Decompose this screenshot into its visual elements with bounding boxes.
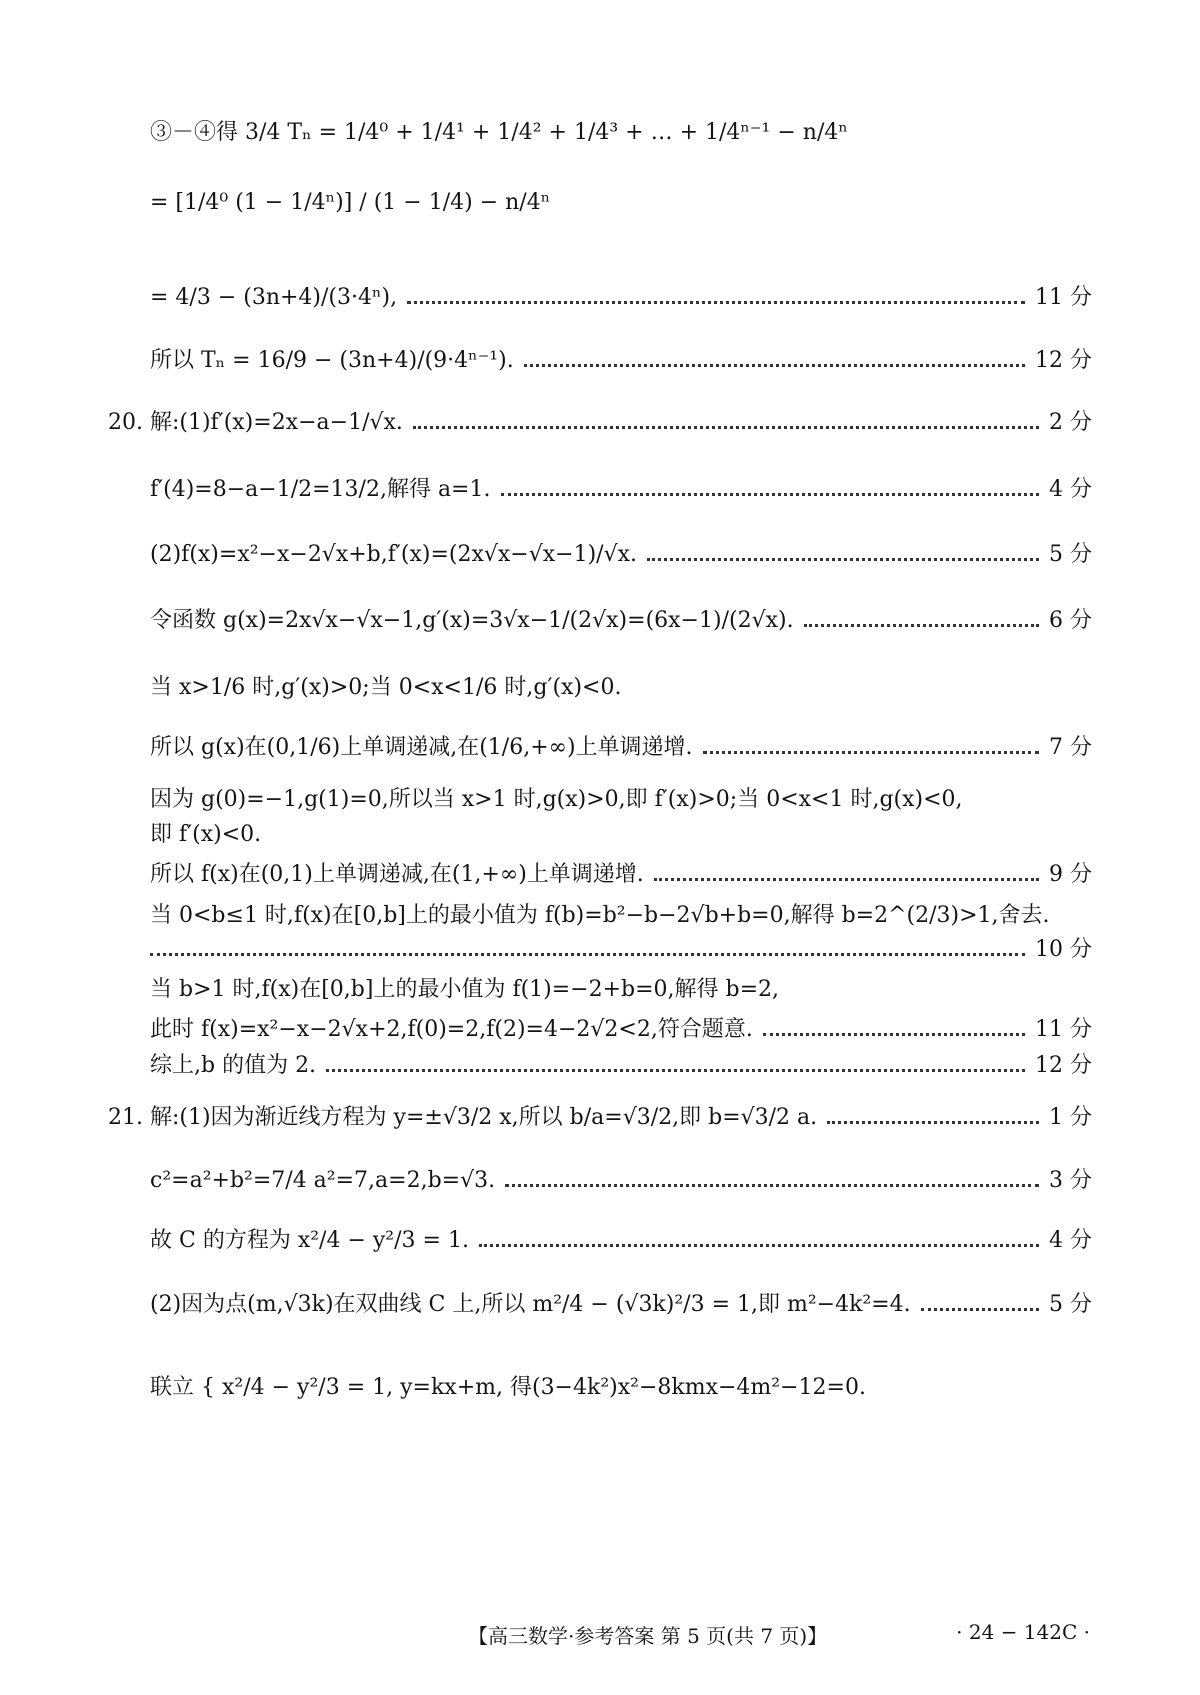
leader-dots <box>827 1121 1039 1124</box>
score-label: 4 分 <box>1049 477 1092 502</box>
line-16 <box>150 977 1092 1003</box>
line-12 <box>150 822 1092 848</box>
leader-dots <box>654 878 1039 881</box>
line-7 <box>150 542 1092 568</box>
line-10 <box>150 735 1092 761</box>
line-9 <box>150 675 1092 701</box>
score-label: 10 分 <box>1035 937 1092 962</box>
line-8 <box>150 608 1092 634</box>
line-4 <box>150 348 1092 374</box>
line-4-expr: 所以 Tₙ = 16/9 − (3n+4)/(9·4ⁿ⁻¹). <box>150 348 514 373</box>
leader-dots <box>501 493 1040 496</box>
line-11 <box>150 787 1092 813</box>
line-1-expr: ③－④得 3/4 Tₙ = 1/4⁰ + 1/4¹ + 1/4² + 1/4³ + … + 1/4ⁿ⁻¹ − n/4ⁿ <box>150 120 848 145</box>
score-label: 2 分 <box>1049 410 1092 435</box>
line-5-expr: 20. 解:(1)f′(x)=2x−a−1/√x. <box>108 410 403 435</box>
line-14-expr: 当 0<b≤1 时,f(x)在[0,b]上的最小值为 f(b)=b²−b−2√b+b=0,解得 b=2^(2/3)>1,舍去. <box>150 903 1050 928</box>
leader-dots <box>804 624 1039 627</box>
line-2 <box>150 190 1092 216</box>
score-label: 6 分 <box>1049 608 1092 633</box>
line-17 <box>150 1017 1092 1043</box>
footer-code: · 24 − 142C · <box>956 1620 1090 1644</box>
leader-dots <box>647 558 1039 561</box>
line-14 <box>150 903 1092 929</box>
score-label: 4 分 <box>1049 1228 1092 1253</box>
leader-dots <box>413 426 1039 429</box>
score-label: 5 分 <box>1049 542 1092 567</box>
line-7-expr: (2)f(x)=x²−x−2√x+b,f′(x)=(2x√x−√x−1)/√x. <box>150 542 638 567</box>
line-2-expr: = [1/4⁰ (1 − 1/4ⁿ)] / (1 − 1/4) − n/4ⁿ <box>150 190 551 215</box>
line-1 <box>150 120 1092 146</box>
score-label: 1 分 <box>1049 1105 1092 1130</box>
footer-title: 【高三数学·参考答案 第 5 页(共 7 页)】 <box>468 1624 828 1648</box>
line-5 <box>108 410 1092 436</box>
leader-dots <box>703 751 1039 754</box>
line-9-expr: 当 x>1/6 时,g′(x)>0;当 0<x<1/6 时,g′(x)<0. <box>150 675 622 700</box>
leader-dots <box>524 364 1025 367</box>
score-label: 12 分 <box>1035 1053 1092 1078</box>
score-label: 5 分 <box>1049 1292 1092 1317</box>
line-17-expr: 此时 f(x)=x²−x−2√x+2,f(0)=2,f(2)=4−2√2<2,符合题意. <box>150 1017 753 1042</box>
leader-dots <box>150 953 1025 956</box>
line-20 <box>150 1168 1092 1194</box>
line-22-expr: (2)因为点(m,√3k)在双曲线 C 上,所以 m²/4 − (√3k)²/3 = 1,即 m²−4k²=4. <box>150 1292 911 1317</box>
score-label: 3 分 <box>1049 1168 1092 1193</box>
score-label: 11 分 <box>1035 285 1092 310</box>
line-18-expr: 综上,b 的值为 2. <box>150 1053 317 1078</box>
line-15 <box>150 937 1092 963</box>
leader-dots <box>505 1184 1039 1187</box>
leader-dots <box>326 1069 1025 1072</box>
line-18 <box>150 1053 1092 1079</box>
line-11-expr: 因为 g(0)=−1,g(1)=0,所以当 x>1 时,g(x)>0,即 f′(x)>0;当 0<x<1 时,g(x)<0, <box>150 787 963 812</box>
line-12-expr: 即 f′(x)<0. <box>150 822 262 847</box>
line-22 <box>150 1292 1092 1318</box>
leader-dots <box>407 301 1025 304</box>
line-21 <box>150 1228 1092 1254</box>
line-6-expr: f′(4)=8−a−1/2=13/2,解得 a=1. <box>150 477 491 502</box>
leader-dots <box>921 1308 1039 1311</box>
score-label: 9 分 <box>1049 862 1092 887</box>
score-label: 11 分 <box>1035 1017 1092 1042</box>
line-21-expr: 故 C 的方程为 x²/4 − y²/3 = 1. <box>150 1228 469 1253</box>
line-23 <box>150 1375 1092 1401</box>
leader-dots <box>479 1244 1039 1247</box>
line-19 <box>108 1105 1092 1131</box>
line-23-expr: 联立 { x²/4 − y²/3 = 1, y=kx+m, 得(3−4k²)x²−8kmx−4m²−12=0. <box>150 1375 866 1400</box>
score-label: 12 分 <box>1035 348 1092 373</box>
line-8-expr: 令函数 g(x)=2x√x−√x−1,g′(x)=3√x−1/(2√x)=(6x−1)/(2√x). <box>150 608 794 633</box>
line-3-expr: = 4/3 − (3n+4)/(3·4ⁿ), <box>150 285 398 310</box>
line-16-expr: 当 b>1 时,f(x)在[0,b]上的最小值为 f(1)=−2+b=0,解得 b=2, <box>150 977 780 1002</box>
score-label: 7 分 <box>1049 735 1092 760</box>
line-6 <box>150 477 1092 503</box>
line-3 <box>150 285 1092 311</box>
line-10-expr: 所以 g(x)在(0,1/6)上单调递减,在(1/6,+∞)上单调递增. <box>150 735 693 760</box>
line-13-expr: 所以 f(x)在(0,1)上单调递减,在(1,+∞)上单调递增. <box>150 862 644 887</box>
line-19-expr: 21. 解:(1)因为渐近线方程为 y=±√3/2 x,所以 b/a=√3/2,即 b=√3/2 a. <box>108 1105 818 1130</box>
leader-dots <box>763 1033 1025 1036</box>
line-13 <box>150 862 1092 888</box>
line-20-expr: c²=a²+b²=7/4 a²=7,a=2,b=√3. <box>150 1168 496 1193</box>
